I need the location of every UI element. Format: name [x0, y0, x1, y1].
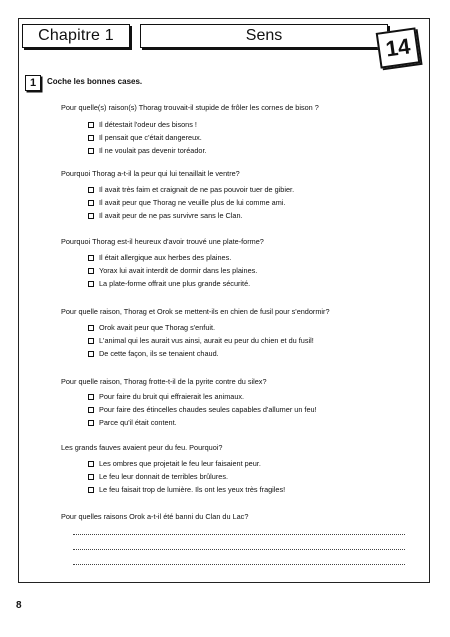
page-number: 8: [16, 600, 22, 611]
checkbox[interactable]: [88, 255, 94, 261]
option-label: Orok avait peur que Thorag s'enfuit.: [99, 323, 216, 332]
option-3-3[interactable]: [88, 279, 250, 288]
option-5-2[interactable]: [88, 405, 317, 414]
option-6-1[interactable]: [88, 459, 261, 468]
checkbox[interactable]: [88, 394, 94, 400]
checkbox[interactable]: [88, 420, 94, 426]
question-3: Pourquoi Thorag est-il heureux d'avoir trouvé une plate-forme?: [61, 237, 264, 246]
page-badge: 14: [376, 27, 421, 68]
option-label: Il détestait l'odeur des bisons !: [99, 120, 197, 129]
question-2: Pourquoi Thorag a-t-il la peur qui lui tenaillait le ventre?: [61, 169, 240, 178]
option-label: La plate-forme offrait une plus grande sécurité.: [99, 279, 251, 288]
chapter-label: Chapitre 1: [22, 24, 130, 48]
checkbox[interactable]: [88, 135, 94, 141]
option-5-1[interactable]: [88, 392, 244, 401]
checkbox[interactable]: [88, 338, 94, 344]
chapter-title: Sens: [140, 24, 388, 48]
checkbox[interactable]: [88, 351, 94, 357]
option-label: Pour faire des étincelles chaudes seules capables d'allumer un feu!: [99, 405, 317, 414]
exercise-number: 1: [25, 75, 41, 91]
question-7: Pour quelles raisons Orok a-t-il été banni du Clan du Lac?: [61, 512, 249, 521]
option-1-3[interactable]: [88, 146, 207, 155]
checkbox[interactable]: [88, 407, 94, 413]
option-label: Il était allergique aux herbes des plaines.: [99, 253, 232, 262]
checkbox[interactable]: [88, 461, 94, 467]
checkbox[interactable]: [88, 487, 94, 493]
option-label: Parce qu'il était content.: [99, 418, 177, 427]
option-3-1[interactable]: [88, 253, 231, 262]
option-2-1[interactable]: [88, 185, 294, 194]
answer-line[interactable]: [73, 564, 405, 565]
option-label: Il avait peur de ne pas survivre sans le Clan.: [99, 211, 243, 220]
answer-line[interactable]: [73, 534, 405, 535]
answer-line[interactable]: [73, 549, 405, 550]
option-label: Le feu faisait trop de lumière. Ils ont les yeux très fragiles!: [99, 485, 286, 494]
option-2-3[interactable]: [88, 211, 243, 220]
checkbox[interactable]: [88, 474, 94, 480]
option-label: Il ne voulait pas devenir toréador.: [99, 146, 207, 155]
checkbox[interactable]: [88, 148, 94, 154]
option-1-1[interactable]: [88, 120, 197, 129]
checkbox[interactable]: [88, 200, 94, 206]
option-5-3[interactable]: [88, 418, 177, 427]
option-label: L'animal qui les aurait vus ainsi, aurait eu peur du chien et du fusil!: [99, 336, 314, 345]
question-4: Pour quelle raison, Thorag et Orok se mettent-ils en chien de fusil pour s'endormir?: [61, 307, 330, 316]
option-4-3[interactable]: [88, 349, 219, 358]
option-2-2[interactable]: [88, 198, 285, 207]
option-4-1[interactable]: [88, 323, 215, 332]
question-1: Pour quelle(s) raison(s) Thorag trouvait-il stupide de frôler les cornes de bison ?: [61, 103, 319, 112]
option-label: Les ombres que projetait le feu leur faisaient peur.: [99, 459, 261, 468]
option-4-2[interactable]: [88, 336, 314, 345]
checkbox[interactable]: [88, 122, 94, 128]
option-6-2[interactable]: [88, 472, 228, 481]
question-5: Pour quelle raison, Thorag frotte-t-il de la pyrite contre du silex?: [61, 377, 267, 386]
option-label: Il avait peur que Thorag ne veuille plus de lui comme ami.: [99, 198, 286, 207]
checkbox[interactable]: [88, 325, 94, 331]
checkbox[interactable]: [88, 268, 94, 274]
question-6: Les grands fauves avaient peur du feu. Pourquoi?: [61, 443, 223, 452]
checkbox[interactable]: [88, 213, 94, 219]
option-label: Il avait très faim et craignait de ne pas pouvoir tuer de gibier.: [99, 185, 295, 194]
option-label: Le feu leur donnait de terribles brûlures.: [99, 472, 228, 481]
option-label: Il pensait que c'était dangereux.: [99, 133, 202, 142]
option-6-3[interactable]: [88, 485, 285, 494]
option-label: De cette façon, ils se tenaient chaud.: [99, 349, 219, 358]
exercise-instruction: Coche les bonnes cases.: [47, 77, 143, 86]
option-1-2[interactable]: [88, 133, 202, 142]
option-label: Pour faire du bruit qui effraierait les animaux.: [99, 392, 245, 401]
checkbox[interactable]: [88, 187, 94, 193]
checkbox[interactable]: [88, 281, 94, 287]
option-3-2[interactable]: [88, 266, 257, 275]
option-label: Yorax lui avait interdit de dormir dans les plaines.: [99, 266, 258, 275]
